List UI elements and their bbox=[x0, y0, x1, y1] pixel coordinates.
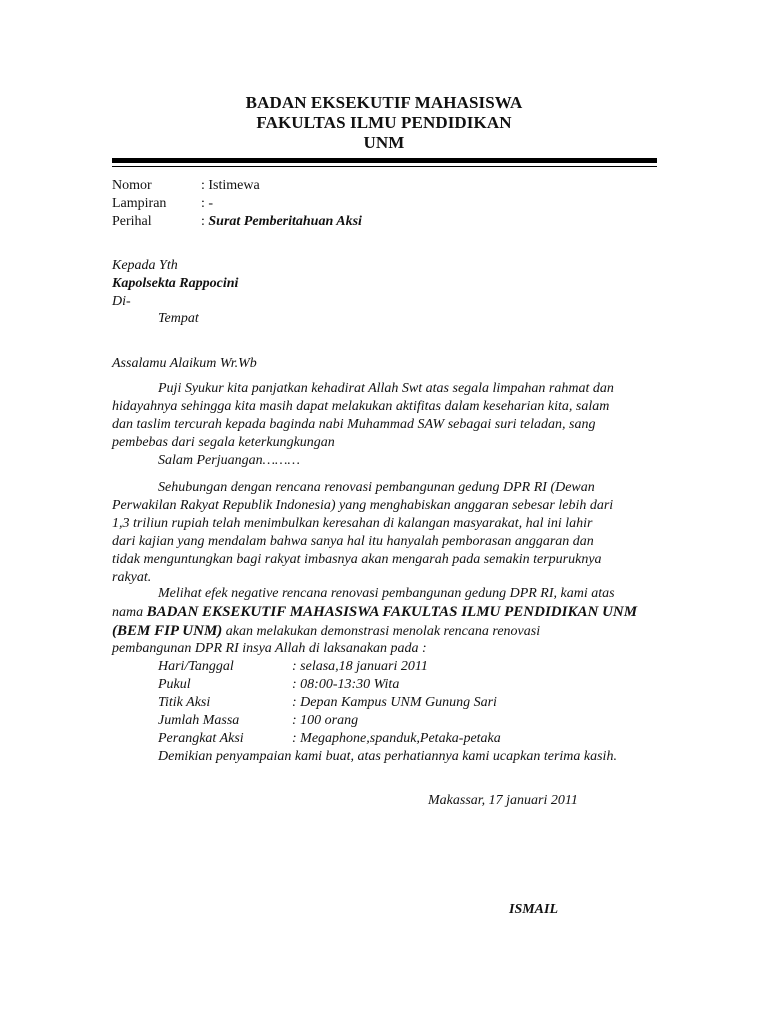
para3-line-1: Melihat efek negative rencana renovasi pembangunan gedung DPR RI, kami atas bbox=[158, 586, 615, 601]
place-date: Makassar, 17 januari 2011 bbox=[428, 793, 578, 808]
detail-value-perangkat: : Megaphone,spanduk,Petaka-petaka bbox=[292, 731, 501, 746]
lampiran-value: : - bbox=[201, 196, 214, 211]
detail-label-titik: Titik Aksi bbox=[158, 695, 211, 710]
para2-line-5: tidak menguntungkan bagi rakyat imbasnya akan mengarah pada semakin terpuruknya bbox=[112, 552, 602, 567]
detail-label-jumlah: Jumlah Massa bbox=[158, 713, 240, 728]
para3-line-3 bbox=[112, 622, 540, 641]
nomor-value: : Istimewa bbox=[201, 178, 260, 193]
signature-name: ISMAIL bbox=[509, 902, 559, 917]
detail-value-jumlah: : 100 orang bbox=[292, 713, 359, 728]
closing-line: Demikian penyampaian kami buat, atas perhatiannya kami ucapkan terima kasih. bbox=[158, 749, 617, 764]
recipient-tempat: Tempat bbox=[158, 311, 199, 326]
nomor-label: Nomor bbox=[112, 178, 152, 193]
para1-line-2: hidayahnya sehingga kita masih dapat melakukan aktifitas dalam keseharian kita, salam bbox=[112, 399, 610, 414]
para3-line-2 bbox=[112, 603, 637, 622]
para1-line-5: Salam Perjuangan……… bbox=[158, 453, 300, 468]
detail-value-hari: : selasa,18 januari 2011 bbox=[292, 659, 428, 674]
para1-line-4: pembebas dari segala keterkungkungan bbox=[112, 435, 335, 450]
para3-nama: nama bbox=[112, 605, 147, 620]
detail-label-hari: Hari/Tanggal bbox=[158, 659, 234, 674]
detail-label-perangkat: Perangkat Aksi bbox=[158, 731, 244, 746]
para1-line-3: dan taslim tercurah kepada baginda nabi Muhammad SAW sebagai suri teladan, sang bbox=[112, 417, 596, 432]
para3-line-4: pembangunan DPR RI insya Allah di laksanakan pada : bbox=[112, 641, 427, 656]
detail-value-pukul: : 08:00-13:30 Wita bbox=[292, 677, 400, 692]
para2-line-2: Perwakilan Rakyat Republik Indonesia) yang menghabiskan anggaran sebesar lebih dari bbox=[112, 498, 614, 513]
letterhead-line-2: FAKULTAS ILMU PENDIDIKAN bbox=[256, 113, 512, 132]
letterhead-rule-thin bbox=[112, 166, 657, 167]
letterhead bbox=[0, 93, 768, 153]
detail-label-pukul: Pukul bbox=[158, 677, 191, 692]
kepada-yth: Kepada Yth bbox=[112, 258, 178, 273]
recipient-name: Kapolsekta Rappocini bbox=[112, 276, 239, 291]
para3-bem-short: (BEM FIP UNM) bbox=[112, 623, 223, 639]
perihal-label: Perihal bbox=[112, 214, 152, 229]
recipient-di: Di- bbox=[112, 294, 131, 309]
para2-line-1: Sehubungan dengan rencana renovasi pembangunan gedung DPR RI (Dewan bbox=[158, 480, 595, 495]
perihal-value-line bbox=[201, 213, 362, 231]
para3-bem-full: BADAN EKSEKUTIF MAHASISWA FAKULTAS ILMU PENDIDIKAN UNM bbox=[146, 604, 638, 620]
lampiran-label: Lampiran bbox=[112, 196, 167, 211]
para2-line-4: dari kajian yang mendalam bahwa sanya hal itu hanyalah pemborasan anggaran dan bbox=[112, 534, 594, 549]
para2-line-6: rakyat. bbox=[112, 570, 152, 585]
para3-rest: akan melakukan demonstrasi menolak rencana renovasi bbox=[222, 624, 541, 639]
perihal-colon: : bbox=[201, 214, 209, 229]
para1-line-1: Puji Syukur kita panjatkan kehadirat Allah Swt atas segala limpahan rahmat dan bbox=[158, 381, 614, 396]
greeting: Assalamu Alaikum Wr.Wb bbox=[112, 356, 257, 371]
letterhead-line-3: UNM bbox=[363, 133, 405, 152]
perihal-value: Surat Pemberitahuan Aksi bbox=[208, 214, 362, 229]
letterhead-line-1: BADAN EKSEKUTIF MAHASISWA bbox=[245, 93, 523, 112]
para2-line-3: 1,3 triliun rupiah telah menimbulkan keresahan di kalangan masyarakat, hal ini lahir bbox=[112, 516, 593, 531]
letterhead-rule-thick bbox=[112, 158, 657, 163]
detail-value-titik: : Depan Kampus UNM Gunung Sari bbox=[292, 695, 497, 710]
